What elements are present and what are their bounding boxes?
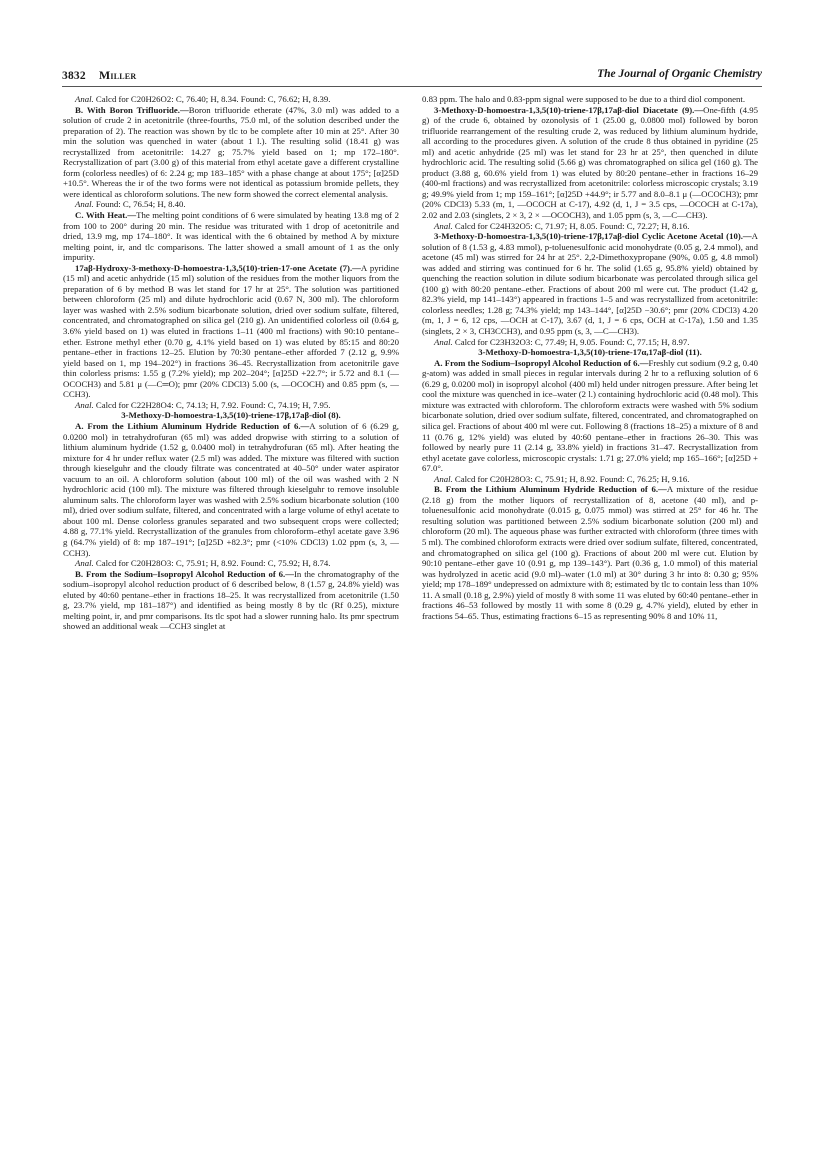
run-in-heading: A. From the Lithium Aluminum Hydride Reduction of 6.— — [75, 420, 310, 431]
paragraph-text: Calcd for C20H28O3: C, 75.91; H, 8.92. Found: C, 75.92; H, 8.74. — [93, 558, 331, 569]
paragraph — [63, 400, 399, 411]
paragraph — [422, 105, 758, 221]
section-heading: 3-Methoxy-D-homoestra-1,3,5(10)-triene-17β,17aβ-diol (8). — [121, 410, 341, 421]
page-number: 3832 — [62, 70, 86, 82]
paragraph-text: In the chromatography of the sodium–isopropyl alcohol reduction product of 6 described below, 8 (1.57 g, 24.8% yield) was eluted by 40:60 pentane–ether in fractions 18–25. It was recrystallized from acetonitrile (1.50 g, 23.7% yield, mp 181–187°) and identified as being mostly 8 by tlc (Rf 0.25), mixture melting point, ir, and pmr comparisons. Its tlc spot had a slower running halo. Its pmr spectrum showed an additional weak —CCH3 singlet at — [63, 568, 399, 632]
run-in-heading: A. From the Sodium–Isopropyl Alcohol Reduction of 6.— — [434, 357, 649, 368]
analysis-label: Anal. — [75, 199, 94, 210]
analysis-label: Anal. — [75, 558, 94, 569]
paragraph — [422, 347, 758, 358]
run-in-heading: B. With Boron Trifluoride.— — [75, 104, 189, 115]
paragraph — [422, 474, 758, 485]
paragraph-text: Calcd for C23H32O3: C, 77.49; H, 9.05. Found: C, 77.15; H, 8.97. — [452, 336, 690, 347]
paragraph-text: Boron trifluoride etherate (47%, 3.0 ml) was added to a solution of crude 2 in acetonitrile (three-fourths, 75.0 ml, of the solution described under the preparation of 2). The reaction was shown by tlc to be complete after 10 min at 25°. After 30 min the solution was quenched in water (about 1 l.). The resulting solid (18.41 g) was recrystallized from acetonitrile: 14.27 g; 75.7% yield based on 1; mp 172–180°. Recrystallization of part (3.00 g) of this material from ethyl acetate gave a different crystalline form (colorless needles) of 6: 2.24 g; mp 183–185° with a phase change at about 175°; [α]25D +10.5°. Whereas the ir of the two forms were not identical as potassium bromide pellets, they were identical as chloroform solutions. The new form showed the correct elemental analysis. — [63, 104, 399, 199]
paragraph — [63, 210, 399, 263]
analysis-label: Anal. — [75, 399, 94, 410]
run-in-heading: 3-Methoxy-D-homoestra-1,3,5(10)-triene-17β,17aβ-diol Diacetate (9).— — [434, 104, 704, 115]
paragraph — [63, 94, 399, 105]
paragraph-text: Calcd for C22H28O4: C, 74.13; H, 7.92. Found: C, 74.19; H, 7.95. — [93, 399, 331, 410]
paragraph-text: Found: C, 76.54; H, 8.40. — [93, 199, 186, 210]
header-rule — [62, 86, 762, 87]
analysis-label: Anal. — [75, 94, 94, 104]
run-in-heading: B. From the Lithium Aluminum Hydride Reduction of 6.— — [434, 484, 667, 495]
section-heading: 3-Methoxy-D-homoestra-1,3,5(10)-triene-17α,17aβ-diol (11). — [478, 347, 702, 358]
header-left — [62, 68, 136, 83]
paragraph — [422, 358, 758, 474]
left-column — [63, 94, 399, 1094]
analysis-label: Anal. — [434, 473, 453, 484]
paragraph — [422, 94, 758, 105]
paragraph-text: The melting point conditions of 6 were simulated by heating 13.8 mg of 2 from 100 to 200° during 20 min. The residue was triturated with 1 drop of acetonitrile and dried, 13.9 mg, mp 174–180°. It was identical with the 6 obtained by method A by mixture melting point, ir, and tlc comparisons. The latter showed a small amount of 1 as the only impurity. — [63, 210, 399, 263]
paragraph — [63, 199, 399, 210]
run-in-heading: 17aβ-Hydroxy-3-methoxy-D-homoestra-1,3,5(10)-trien-17-one Acetate (7).— — [75, 262, 361, 273]
paragraph — [63, 263, 399, 400]
paragraph-text: 0.83 ppm. The halo and 0.83-ppm signal were supposed to be due to a third diol component. — [422, 94, 746, 104]
paragraph — [422, 231, 758, 336]
analysis-label: Anal. — [434, 336, 453, 347]
paragraph — [63, 558, 399, 569]
paragraph — [422, 337, 758, 348]
running-author: Miller — [98, 68, 137, 82]
paragraph-text: One-fifth (4.95 g) of the crude 6, obtained by ozonolysis of 1 (25.00 g, 0.0800 mol) followed by boron trifluoride rearrangement of the resulting crude 2, was reduced by lithium aluminum hydride, all according to the procedures given. A solution of the crude 8 thus obtained in pyridine (25 ml) and acetic anhydride (25 ml) was let stand for 23 hr at 25°, then quenched in dilute hydrochloric acid. The resulting solid (5.66 g) was chromatographed on silica gel (160 g). The product (3.88 g, 60.6% yield from 1) was eluted by 80:20 pentane–ether in fractions 16–29 (400-ml fractions) and was recrystallized from acetonitrile: colorless microscopic crystals; 3.19 g; 49.9% yield from 1; mp 159–161°; [α]25D +44.9°; ir 5.77 and 8.0–8.1 μ (—OCOCH3); pmr (20% CDCl3) 5.33 (m, 1, —OCOCH at C-17), 4.92 (d, 1, J = 3.5 cps, —OCOCH at C-17a), 2.02 and 2.03 (singlets, 2 × 3, 2 × —OCOCH3), and 1.05 ppm (s, 3, —C—CH3). — [422, 104, 758, 221]
page-header — [62, 68, 762, 84]
paragraph-text: Calcd for C20H26O2: C, 76.40; H, 8.34. Found: C, 76.62; H, 8.39. — [93, 94, 331, 104]
paragraph-text: Freshly cut sodium (9.2 g, 0.40 g-atom) was added in small pieces in regular intervals during 2 hr to a refluxing solution of 6 (6.29 g, 0.0200 mol) in isopropyl alcohol (400 ml) held under nitrogen pressure. After being let cool the mixture was quenched in ice–water (2 l.) containing hydrochloric acid (0.48 mol). This mixture was extracted with chloroform. The chloroform extracts were washed with 5% sodium bicarbonate solution, dried over sodium sulfate, filtered, concentrated, and chromatographed on silica gel. Fractions of about 400 ml were cut. Following 8 (fractions 18–25) a mixture of 8 and 11 (0.76 g, 12% yield) was eluted by 40:60 pentane–ether in fractions 26–30. This was followed by nearly pure 11 (2.14 g, 33.8% yield) in fractions 31–47. Recrystallization from ethyl acetate gave colorless, microscopic crystals: 1.71 g; 27.0% yield; mp 165–166°; [α]25D + 67.0°. — [422, 357, 758, 474]
paragraph-text: A pyridine (15 ml) and acetic anhydride (15 ml) solution of the residues from the mother liquors from the preparation of 6 by method B was let stand for 17 hr at 25°. The solution was partitioned between chloroform (25 ml) and dilute hydrochloric acid (0.67 N, 300 ml). The chloroform layer was washed with 2.5% sodium bicarbonate solution, dried over sodium sulfate, filtered, concentrated, and chromatographed on silica gel (210 g). An unidentified colorless oil (0.64 g, 3.6% yield based on 1) was eluted in fractions 1–11 (400 ml fractions) with 90:10 pentane–ether. Estrone methyl ether (0.70 g, 4.1% yield based on 1) was eluted by 85:15 and 80:20 pentane–ether in fractions 12–25. Elution by 70:30 pentane–ether afforded 7 (2.12 g, 9.9% yield based on 1, mp 194–202°) in fractions 36–45. Recrystallization from acetonitrile gave thin colorless prisms: 1.55 g (7.2% yield); mp 202–204°; [α]25D +22.7°; ir 5.72 and 8.1 (—OCOCH3) and 5.81 μ (—C═O); pmr (20% CDCl3) 5.00 (s, —OCOCH) and 0.85 ppm (s, —CCH3). — [63, 262, 399, 400]
run-in-heading: C. With Heat.— — [75, 210, 137, 221]
paragraph-text: A mixture of the residue (2.18 g) from the mother liquors of recrystallization of 8, acetone (40 ml), and p-toluenesulfonic acid monohydrate (0.015 g, 0.075 mmol) was stirred at 25° for 46 hr. The resulting solution was partitioned between 2.5% sodium bicarbonate solution (200 ml) and chloroform (20 ml). The aqueous phase was further extracted with chloroform (three times with 5 ml). The combined chloroform extracts were dried over sodium sulfate, filtered, concentrated, and chromatographed on silica gel (100 g). Fractions of about 200 ml were cut. Elution by 90:10 pentane–ether gave 10 (0.91 g, mp 139–143°). Part (0.36 g, 1.0 mmol) of this material was hydrolyzed in acetic acid (9.0 ml)–water (1.0 ml) at 30° during 3 hr into 8: 0.30 g; 95% yield; mp 178–189° undepressed on admixture with 8; estimated by tlc to contain less than 10% 11. A small (0.18 g, 2.9%) yield of mostly 8 with some 11 was eluted by 60:40 pentane–ether in fractions 46–53 followed by mostly 11 with some 8 (0.29 g, 4.7% yield), eluted by ether in fractions 54–65. Thus, estimating fractions 6–15 as representing 90% 8 and 10% 11, — [422, 484, 758, 621]
paragraph — [422, 484, 758, 621]
right-column — [422, 94, 758, 1094]
journal-title: The Journal of Organic Chemistry — [597, 68, 762, 80]
paragraph — [63, 410, 399, 421]
paragraph — [63, 569, 399, 632]
paragraph-text: Calcd for C20H28O3: C, 75.91; H, 8.92. Found: C, 76.25; H, 9.16. — [452, 473, 690, 484]
run-in-heading: 3-Methoxy-D-homoestra-1,3,5(10)-triene-17β,17aβ-diol Cyclic Acetone Acetal (10).— — [434, 231, 752, 242]
paragraph-text: A solution of 6 (6.29 g, 0.0200 mol) in tetrahydrofuran (65 ml) was added dropwise with stirring to a solution of lithium aluminum hydride (1.52 g, 0.0400 mol) in tetrahydrofuran (65 ml). After heating the mixture for 4 hr under reflux water (2.5 ml) was added. The mixture was filtered with suction through kieselguhr and the cloudy filtrate was concentrated at 40–50° under water aspirator vacuum to an oil. A chloroform solution (about 100 ml) of the oil was washed with 2 N hydrochloric acid (100 ml). The mixture was filtered through kieselguhr to remove insoluble aluminum salts. The chloroform layer was washed with 2.5% sodium bicarbonate solution (100 ml), dried over sodium sulfate, filtered, and concentrated with a large volume of ethyl acetate to about 100 ml. Dense colorless granules separated and two subsequent crops were collected; 4.88 g, 77.1% yield. Recrystallization of the granules from chloroform–ethyl acetate gave 3.96 g (64.7% yield) of 8: mp 187–191°; [α]25D +82.3°; pmr (<10% CDCl3) 1.02 ppm (s, 3, —CCH3). — [63, 420, 399, 558]
analysis-label: Anal. — [434, 220, 453, 231]
paragraph — [422, 221, 758, 232]
run-in-heading: B. From the Sodium–Isopropyl Alcohol Reduction of 6.— — [75, 568, 294, 579]
paragraph-text: Calcd for C24H32O5: C, 71.97; H, 8.05. Found: C, 72.27; H, 8.16. — [452, 220, 690, 231]
paragraph — [63, 421, 399, 558]
paragraph — [63, 105, 399, 200]
paragraph-text: A solution of 8 (1.53 g, 4.83 mmol), p-toluenesulfonic acid monohydrate (0.05 g, 2.4 mmol), and acetone (45 ml) was stirred for 24 hr at 25°. 2,2-Dimethoxypropane (90%, 0.05 g, 4.8 mmol) was added and stirring was continued for 6 hr. The solid (1.65 g, 95.8% yield) obtained by quenching the reaction solution in dilute sodium bicarbonate was percolated through silica gel (100 g) with 80:20 pentane–ether. Fractions of about 200 ml were cut. The product (1.42 g, 82.3% yield, mp 141–143°) appeared in fractions 1–5 and was recrystallized from acetonitrile: colorless needles; 1.28 g; 74.3% yield; mp 143–144°, [α]25D −30.6°; pmr (20% CDCl3) 4.20 (m, 1, J = 6, 12 cps, —OCH at C-17), 3.67 (d, 1, J = 6 cps, OCH at C-17a), 1.50 and 1.35 (singlets, 2 × 3, CH3CCH3), and 0.95 ppm (s, 3, —C—CH3). — [422, 231, 758, 337]
